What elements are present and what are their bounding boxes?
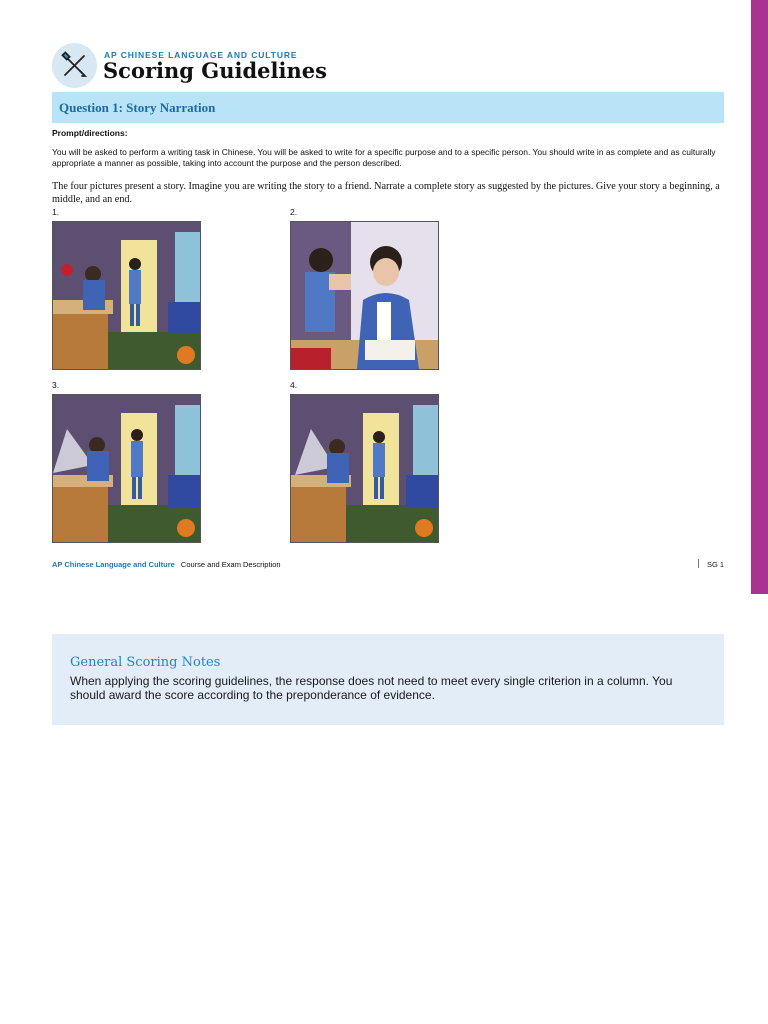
picture-number-4: 4.: [290, 380, 298, 390]
picture-number-1: 1.: [52, 207, 60, 217]
footer-brand: AP Chinese Language and Culture: [52, 560, 175, 569]
page-footer: [52, 560, 281, 569]
picture-number-3: 3.: [52, 380, 60, 390]
footer-divider: [698, 559, 699, 568]
page-number: SG 1: [707, 560, 725, 569]
footer-doc-title: Course and Exam Description: [180, 560, 281, 569]
prompt-heading: Prompt/directions:: [52, 128, 128, 138]
story-picture-1: [52, 221, 201, 370]
story-picture-4: [290, 394, 439, 543]
logo-badge: [52, 43, 97, 88]
story-instructions: The four pictures present a story. Imagine you are writing the story to a friend. Narrate a complete story as suggested by the pictures. Give your story a beginning, a middle, and an end.: [52, 181, 720, 205]
accent-side-bar: [751, 0, 768, 594]
story-picture-2: [290, 221, 439, 370]
question-title: Question 1: Story Narration: [59, 100, 216, 115]
general-scoring-notes-box: [52, 634, 724, 725]
pencil-and-ruler-icon: [60, 51, 89, 80]
question-banner: [52, 92, 724, 123]
prompt-text: You will be asked to perform a writing task in Chinese. You will be asked to write for a specific purpose and to a specific person. You should write in as complete and as culturally appropriate a manner as possible, taking into account the purpose and the person described.: [52, 147, 716, 168]
course-kicker: AP CHINESE LANGUAGE AND CULTURE: [104, 50, 298, 60]
story-picture-3: [52, 394, 201, 543]
notes-body: When applying the scoring guidelines, the response does not need to meet every single criterion in a column. You should award the score according to the preponderance of evidence.: [70, 674, 673, 702]
notes-title: General Scoring Notes: [70, 655, 221, 670]
picture-number-2: 2.: [290, 207, 298, 217]
page-title: Scoring Guidelines: [103, 58, 327, 83]
